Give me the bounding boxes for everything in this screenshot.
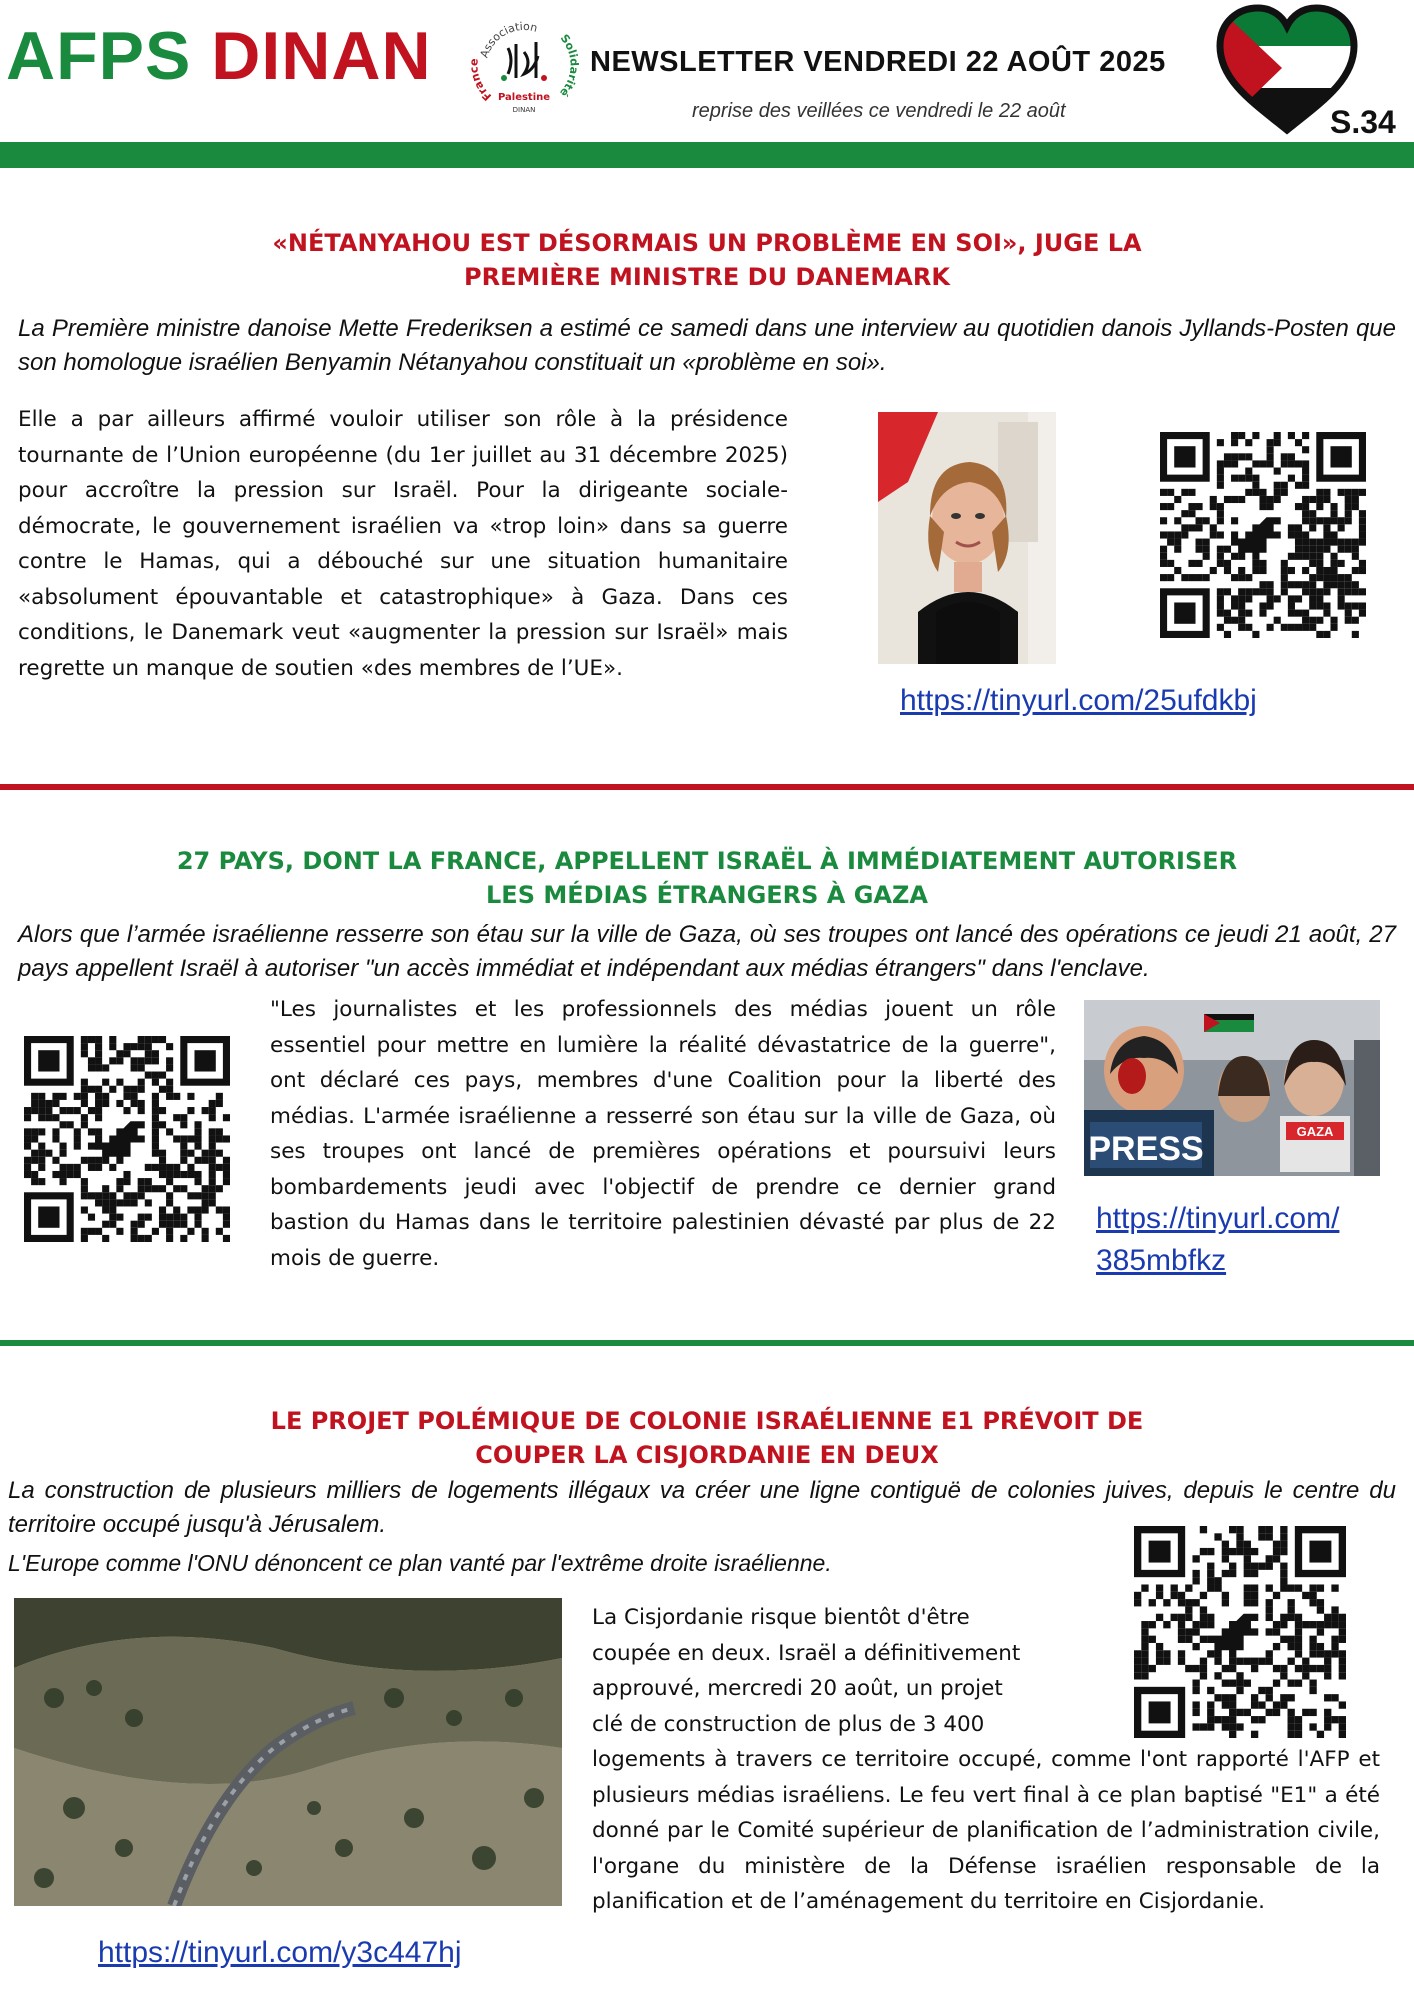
article-3-body-line3: approuvé, mercredi 20 août, un projet	[592, 1676, 1003, 1701]
qr-code-icon[interactable]	[1134, 1526, 1346, 1738]
photo-press-label: PRESS	[1088, 1130, 1204, 1168]
newsletter-subtitle: reprise des veillées ce vendredi le 22 août	[692, 100, 1066, 122]
article-2-link-line2[interactable]: 385mbfkz	[1096, 1244, 1227, 1277]
logo-text-top: Association	[477, 19, 539, 60]
article-1-title-line2: PREMIÈRE MINISTRE DU DANEMARK	[464, 263, 950, 291]
portrait-photo-icon	[878, 412, 1056, 664]
article-3-lead-2: L'Europe comme l'ONU dénoncent ce plan vanté par l'extrême droite israélienne.	[8, 1550, 832, 1576]
article-1-body: Elle a par ailleurs affirmé vouloir utiliser son rôle à la présidence tournante de l’Union européenne (du 1er juillet au 31 décembre 2025) pour accroître la pression sur Israël. Pour la dirigeante sociale-démocrate, le gouvernement israélien va «trop loin» dans sa guerre contre le Hamas, qui a débouché sur une situation humanitaire «absolument épouvantable et catastrophique» à Gaza. Dans ces conditions, le Danemark veut «augmenter la pression sur Israël» mais regrette un manque de soutien «des membres de l’UE».	[18, 407, 788, 681]
article-2-link-line1[interactable]: https://tinyurl.com/	[1096, 1202, 1340, 1235]
article-3-body-line1: La Cisjordanie risque bientôt d'être	[592, 1605, 970, 1630]
logo-text-bottom: Palestine	[497, 92, 551, 103]
brand-title	[6, 18, 432, 94]
article-2-body: "Les journalistes et les professionnels des médias jouent un rôle essentiel pour mettre en lumière la réalité dévastatrice de la guerre", ont déclaré ces pays, membres d'une Coalition pour la liberté des médias. L'armée israélienne a resserré son étau sur la ville de Gaza, où ses troupes ont lancé de premières opérations et poursuivi leurs bombardements jeudi avec l'objectif de prendre ce dernier grand bastion du Hamas dans le territoire palestinien dévasté par plus de 22 mois de guerre.	[270, 997, 1056, 1271]
divider-red	[0, 784, 1414, 790]
article-3-title	[150, 1404, 1264, 1472]
article-1-title	[150, 226, 1264, 294]
qr-code-icon[interactable]	[1160, 432, 1366, 638]
logo-text-left: France	[468, 58, 495, 104]
article-2-title-line2: LES MÉDIAS ÉTRANGERS À GAZA	[486, 881, 928, 909]
issue-number: S.34	[1330, 104, 1396, 140]
newsletter-title: NEWSLETTER VENDREDI 22 AOÛT 2025	[590, 46, 1166, 78]
svg-text:Solidarité	[557, 32, 580, 99]
header-green-band	[0, 142, 1414, 168]
article-3-title-line1: LE PROJET POLÉMIQUE DE COLONIE ISRAÉLIENNE E1 PRÉVOIT DE	[270, 1407, 1144, 1435]
photo-sign-label: GAZA	[1296, 1124, 1334, 1139]
brand-dinan: DINAN	[211, 18, 432, 94]
qr-code-icon[interactable]	[24, 1036, 230, 1242]
article-3-body: logements à travers ce territoire occupé, comme l'ont rapporté l'AFP et plusieurs médias israéliens. Le feu vert final à ce plan baptisé "E1" a été donné par le Comité supérieur de planification de l’administration civile, l'organe du ministère de la Défense israélien responsable de la planification et de l’aménagement du territoire en Cisjordanie.	[592, 1747, 1380, 1914]
article-1-link[interactable]: https://tinyurl.com/25ufdkbj	[900, 684, 1257, 717]
article-1-lead: La Première ministre danoise Mette Frederiksen a estimé ce samedi dans une interview au quotidien danois Jyllands-Posten que son homologue israélien Benyamin Nétanyahou constituait un «problème en soi».	[18, 315, 1396, 376]
svg-text:Association	[478, 20, 539, 60]
brand-afps: AFPS	[6, 18, 192, 94]
svg-text:France	[468, 58, 494, 103]
article-3-title-line2: COUPER LA CISJORDANIE EN DEUX	[475, 1441, 939, 1469]
logo-text-right: Solidarité	[557, 31, 580, 100]
press-protest-photo-icon	[1084, 1000, 1380, 1176]
article-3-body-line2: coupée en deux. Israël a définitivement	[592, 1640, 1021, 1666]
afps-association-logo-icon	[468, 8, 580, 120]
article-3-lead-1: La construction de plusieurs milliers de logements illégaux va créer une ligne contiguë de colonies juives, depuis le centre du territoire occupé jusqu'à Jérusalem.	[8, 1477, 1396, 1538]
article-3-link[interactable]: https://tinyurl.com/y3c447hj	[98, 1936, 462, 1969]
article-2-link[interactable]	[1096, 1198, 1339, 1282]
logo-text-foot: DINAN	[512, 106, 536, 114]
article-3-body-line4: clé de construction de plus de 3 400	[592, 1711, 985, 1737]
article-1-title-line1: «NÉTANYAHOU EST DÉSORMAIS UN PROBLÈME EN SOI», JUGE LA	[272, 229, 1142, 257]
divider-green	[0, 1340, 1414, 1346]
article-2-title-line1: 27 PAYS, DONT LA FRANCE, APPELLENT ISRAËL À IMMÉDIATEMENT AUTORISER	[176, 847, 1238, 875]
landscape-photo-icon	[14, 1598, 562, 1906]
article-2-lead: Alors que l’armée israélienne resserre son étau sur la ville de Gaza, où ses troupes ont lancé des opérations ce jeudi 21 août, 27 pays appellent Israël à autoriser "un accès immédiat et indépendant aux médias étrangers" dans l'enclave.	[18, 921, 1396, 982]
article-2-title	[100, 844, 1314, 912]
article-3-body-short	[592, 1600, 1092, 1742]
